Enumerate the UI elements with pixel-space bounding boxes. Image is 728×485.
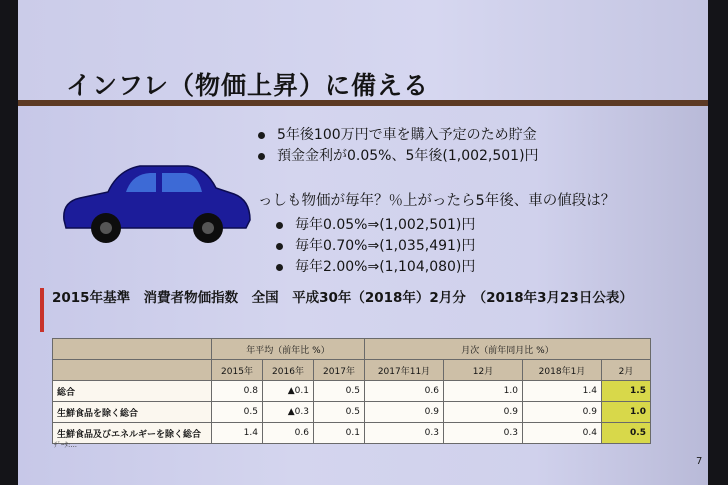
page-number: 7	[696, 456, 703, 467]
cpi-table	[52, 338, 651, 444]
table-cell: 0.3	[365, 423, 444, 444]
slide-title: インフレ（物価上昇）に備える	[66, 71, 430, 100]
group-header-monthly: 月次（前年同月比 %）	[365, 339, 651, 360]
bullet-dot-icon	[276, 264, 283, 271]
table-cell: 0.3	[444, 423, 523, 444]
table-cell: 1.4	[212, 423, 263, 444]
title-divider	[18, 100, 708, 106]
column-header: 2018年1月	[523, 360, 602, 381]
column-header: 2016年	[263, 360, 314, 381]
bullet-text: 預金金利が0.05%、5年後(1,002,501)円	[277, 148, 539, 164]
bullet-item	[258, 145, 539, 165]
table-cell: 0.9	[444, 402, 523, 423]
bullet-text: 毎年0.70%⇒(1,035,491)円	[295, 238, 476, 254]
table-cell: 0.5	[212, 402, 263, 423]
car-icon	[56, 158, 256, 248]
bullet-dot-icon	[258, 153, 265, 160]
table-header-row	[53, 339, 651, 360]
table-cell: 0.5	[314, 381, 365, 402]
table-cell: 0.1	[314, 423, 365, 444]
footnote: ﾃﾞｰﾀ:...	[54, 441, 78, 449]
bullet-text: 毎年2.00%⇒(1,104,080)円	[295, 259, 476, 275]
section-title: 2015年基準 消費者物価指数 全国 平成30年（2018年）2月分 （2018年3月23日公表）	[52, 290, 633, 306]
table-cell: 0.6	[263, 423, 314, 444]
bullet-dot-icon	[276, 243, 283, 250]
bullet-item	[276, 256, 475, 276]
bullet-item	[276, 235, 475, 255]
table-cell: 0.6	[365, 381, 444, 402]
table-cell: 0.8	[212, 381, 263, 402]
column-header: 2015年	[212, 360, 263, 381]
table-cell: 1.0	[444, 381, 523, 402]
table-cell: 0.9	[365, 402, 444, 423]
bullet-item	[258, 124, 537, 144]
table-cell: 0.9	[523, 402, 602, 423]
column-header: 2017年11月	[365, 360, 444, 381]
bullet-text: 毎年0.05%⇒(1,002,501)円	[295, 217, 476, 233]
row-label: 生鮮食品及びエネルギーを除く総合	[53, 423, 212, 444]
row-label: 総合	[53, 381, 212, 402]
highlighted-cell: 1.5	[602, 381, 651, 402]
column-header: 2017年	[314, 360, 365, 381]
table-cell: 0.4	[523, 423, 602, 444]
section-accent-bar	[40, 288, 44, 332]
group-header-annual: 年平均（前年比 %）	[212, 339, 365, 360]
table-row	[53, 381, 651, 402]
column-header: 2月	[602, 360, 651, 381]
question-text: っしも物価が毎年？％上がったら5年後、車の値段は？	[258, 193, 616, 209]
bullet-dot-icon	[258, 132, 265, 139]
highlighted-cell: 0.5	[602, 423, 651, 444]
slide	[18, 0, 708, 485]
table-row	[53, 423, 651, 444]
table-header-row	[53, 360, 651, 381]
highlighted-cell: 1.0	[602, 402, 651, 423]
car-body	[64, 166, 250, 228]
table-cell: 0.5	[314, 402, 365, 423]
table-cell: ▲0.1	[263, 381, 314, 402]
table-cell: ▲0.3	[263, 402, 314, 423]
bullet-dot-icon	[276, 222, 283, 229]
table-row	[53, 402, 651, 423]
column-header: 12月	[444, 360, 523, 381]
row-label: 生鮮食品を除く総合	[53, 402, 212, 423]
table-cell: 1.4	[523, 381, 602, 402]
bullet-text: 5年後100万円で車を購入予定のため貯金	[277, 127, 537, 143]
bullet-item	[276, 214, 475, 234]
